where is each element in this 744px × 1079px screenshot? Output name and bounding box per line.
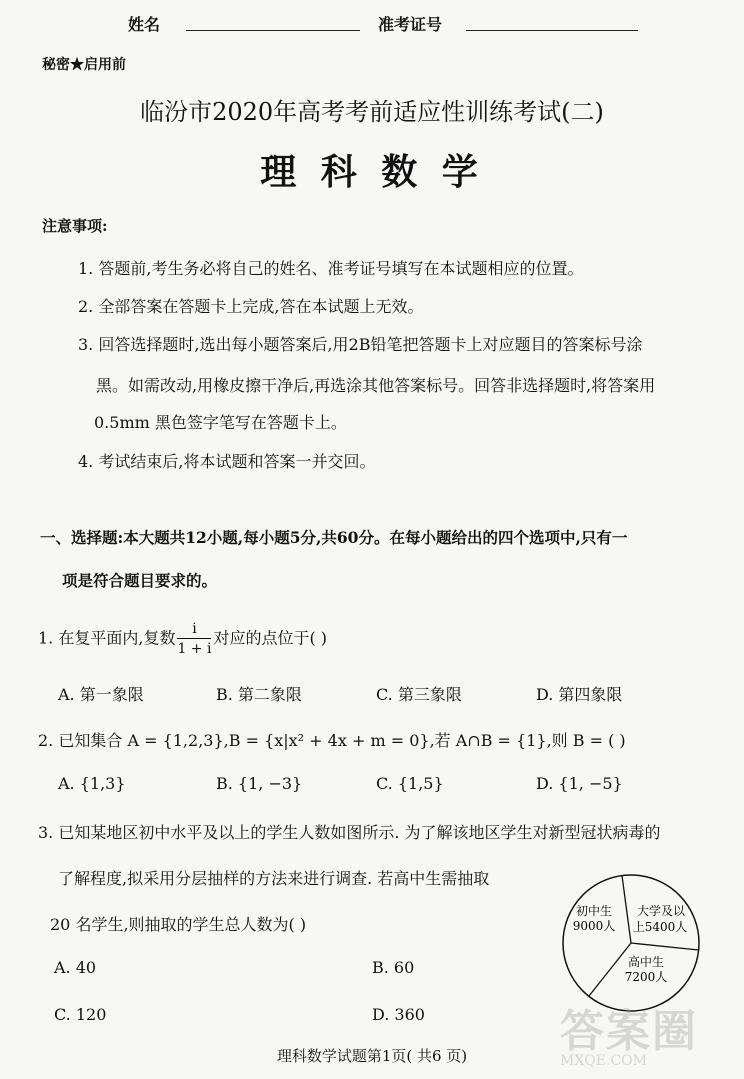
q1-prefix: 1. 在复平面内,复数 — [38, 628, 176, 648]
q2-option-b: B. {1, −3} — [216, 774, 303, 793]
note-item: 4. 考试结束后,将本试题和答案一并交回。 — [78, 452, 376, 471]
watermark-sub: MXQE.COM — [560, 1053, 647, 1069]
note-item: 黑。如需改动,用橡皮擦干净后,再选涂其他答案标号。回答非选择题时,将答案用 — [96, 376, 656, 395]
q1-option-d: D. 第四象限 — [536, 685, 623, 704]
exam-title: 临汾市2020年高考考前适应性训练考试(二) — [140, 98, 604, 126]
pie-label-senior: 高中生 — [627, 955, 665, 969]
section-heading-cont: 项是符合题目要求的。 — [62, 571, 218, 590]
pie-count-college: 上5400人 — [632, 920, 688, 934]
subject-title: 理 科 数 学 — [260, 151, 484, 193]
q1-suffix: 对应的点位于( ) — [213, 628, 328, 648]
secret-mark: 秘密★启用前 — [42, 57, 126, 73]
q3-option-c: C. 120 — [54, 1005, 107, 1024]
pie-count-junior: 9000人 — [572, 919, 616, 933]
notes-heading: 注意事项: — [42, 217, 108, 235]
q1-option-b: B. 第二象限 — [216, 685, 302, 704]
q2-option-a: A. {1,3} — [58, 774, 126, 793]
note-item: 3. 回答选择题时,选出每小题答案后,用2B铅笔把答题卡上对应题目的答案标号涂 — [78, 335, 643, 354]
q2-option-c: C. {1,5} — [376, 774, 444, 793]
pie-divider — [622, 876, 631, 943]
question-3: 3. 已知某地区初中水平及以上的学生人数如图所示. 为了解该地区学生对新型冠状病毒的 — [38, 823, 661, 842]
q1-fraction — [177, 622, 211, 656]
exam-id-label: 准考证号 — [378, 15, 443, 34]
pie-label-junior: 初中生 — [575, 904, 613, 918]
q1-option-c: C. 第三象限 — [376, 685, 462, 704]
note-item: 2. 全部答案在答题卡上完成,答在本试题上无效。 — [78, 297, 424, 316]
question-1 — [38, 622, 327, 656]
q2-option-d: D. {1, −5} — [536, 774, 623, 793]
pie-label-college: 大学及以 — [636, 904, 686, 918]
name-label: 姓名 — [128, 15, 161, 34]
q3-option-b: B. 60 — [372, 958, 415, 977]
q1-frac-num: i — [177, 622, 211, 639]
note-item: 1. 答题前,考生务必将自己的姓名、准考证号填写在本试题相应的位置。 — [78, 259, 584, 278]
q3-option-d: D. 360 — [372, 1005, 425, 1024]
page-footer: 理科数学试题第1页( 共6 页) — [276, 1047, 468, 1065]
note-item: 0.5mm 黑色签字笔写在答题卡上。 — [94, 413, 347, 432]
pie-count-senior: 7200人 — [624, 970, 668, 984]
exam-id-line — [466, 30, 638, 31]
question-2: 2. 已知集合 A = {1,2,3},B = {x|x² + 4x + m = 0},若 A∩B = {1},则 B = ( ) — [38, 731, 626, 750]
pie-divider — [631, 943, 699, 950]
watermark-text: 答案圈 — [560, 1006, 698, 1057]
question-3-line2: 了解程度,拟采用分层抽样的方法来进行调查. 若高中生需抽取 — [58, 869, 490, 888]
q1-option-a: A. 第一象限 — [58, 685, 144, 704]
question-3-line3: 20 名学生,则抽取的学生总人数为( ) — [50, 915, 307, 934]
q1-frac-den: 1 + i — [177, 641, 212, 657]
q3-option-a: A. 40 — [54, 958, 97, 977]
name-line — [186, 30, 360, 31]
section-heading: 一、选择题:本大题共12小题,每小题5分,共60分。在每小题给出的四个选项中,只有一 — [40, 528, 628, 547]
